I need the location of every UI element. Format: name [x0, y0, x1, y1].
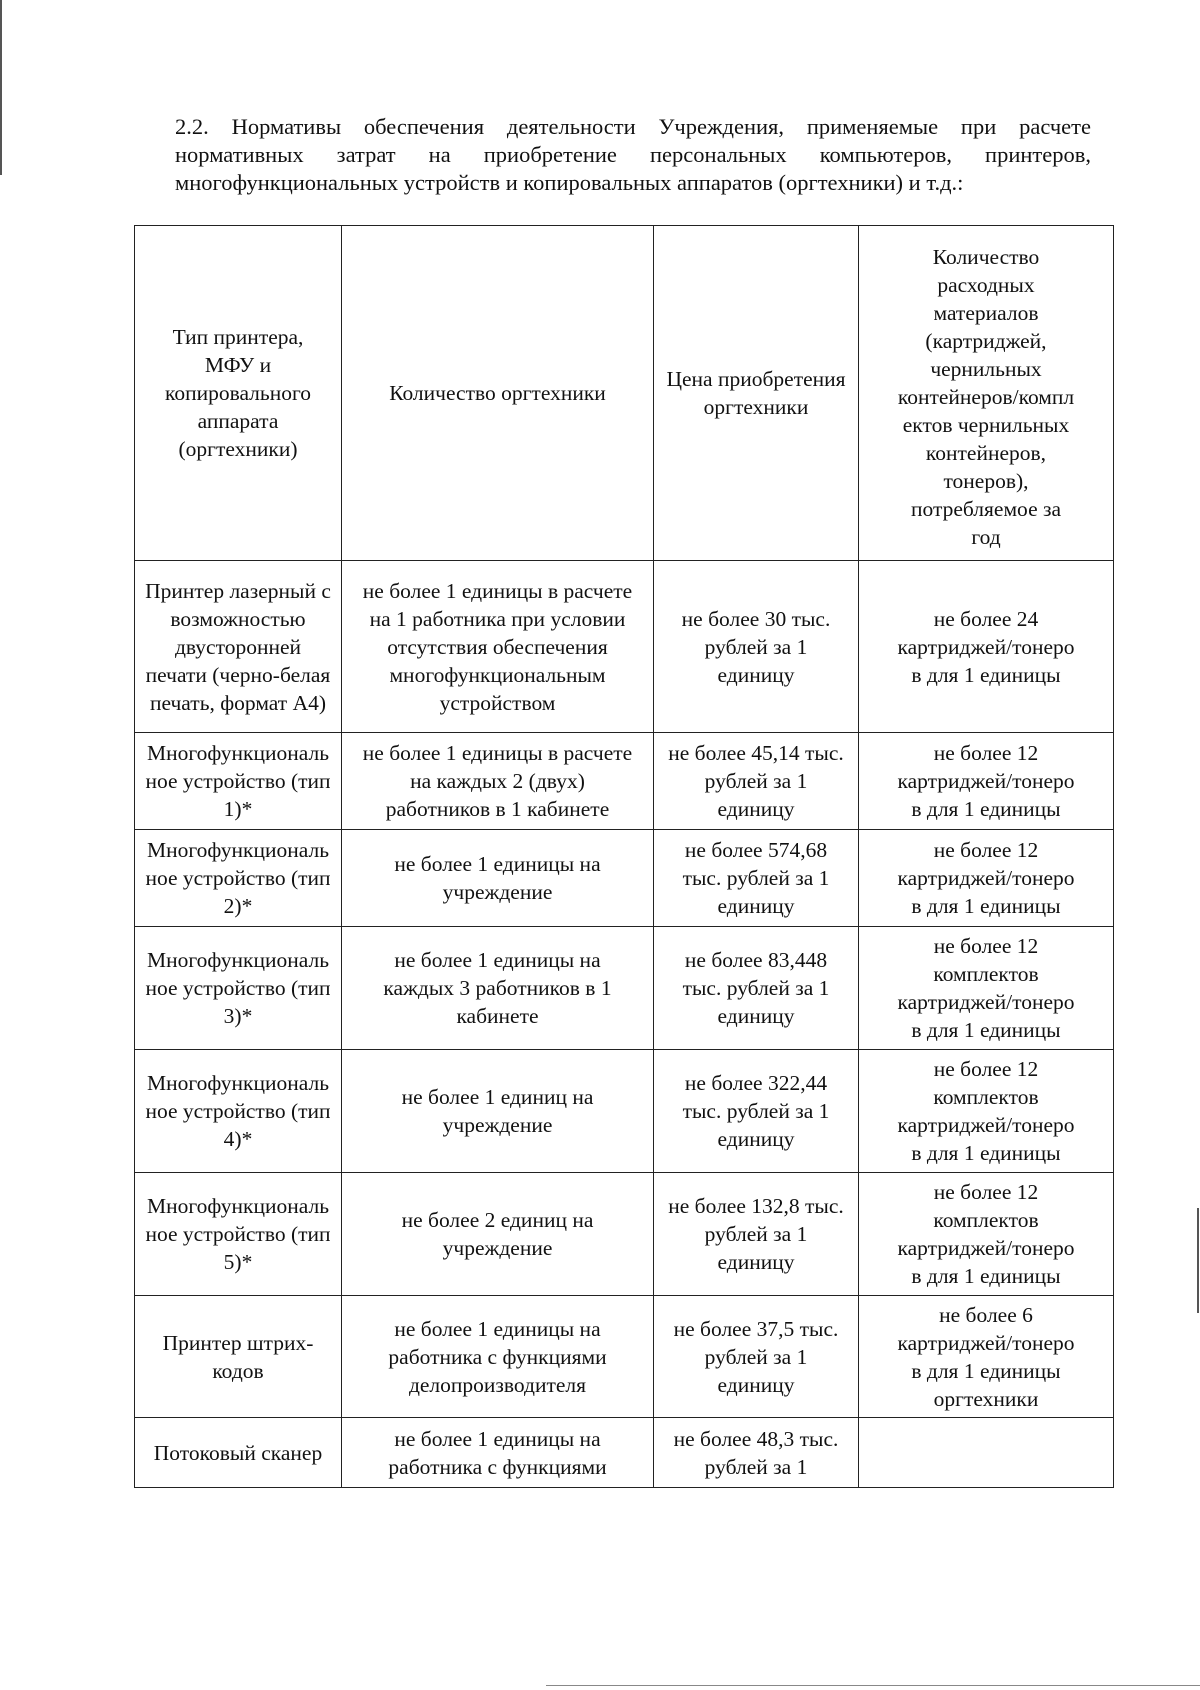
- norms-table-body: [135, 226, 1114, 1488]
- cell-line: делопроизводителя: [408, 1372, 587, 1397]
- cell-consumables: [859, 561, 1114, 733]
- cell-device-type: [135, 927, 342, 1050]
- cell-line: отсутствия обеспечения: [387, 634, 608, 659]
- cell-line: Многофункциональ: [146, 838, 330, 862]
- cell-line: единицу: [717, 797, 795, 821]
- cell-line: учреждение: [442, 880, 553, 904]
- cell-line: не более 12: [933, 838, 1039, 862]
- cell-line: Потоковый сканер: [153, 1440, 323, 1465]
- cell-line: материалов: [933, 301, 1039, 325]
- cell-line: не более 30 тыс.: [681, 606, 831, 631]
- cell-line: оргтехники: [703, 395, 809, 419]
- cell-line: Многофункциональ: [146, 1194, 330, 1218]
- cell-line: единицу: [717, 662, 795, 687]
- cell-line: единицу: [717, 1127, 795, 1151]
- cell-line: единицу: [717, 1004, 795, 1028]
- header-cell-consumables: [859, 226, 1114, 561]
- cell-line: рублей за 1: [704, 1344, 808, 1369]
- cell-line: не более 45,14 тыс.: [668, 741, 844, 765]
- cell-quantity: [342, 830, 654, 927]
- cell-line: ектов чернильных: [902, 413, 1070, 437]
- cell-line: контейнеров,: [925, 441, 1047, 465]
- cell-line: работника с функциями: [388, 1344, 607, 1369]
- cell-line: не более 1 единицы на: [394, 948, 601, 972]
- cell-quantity: [342, 1050, 654, 1173]
- cell-line: картриджей/тонеро: [897, 769, 1075, 793]
- cell-line: картриджей/тонеро: [897, 866, 1075, 890]
- cell-line: ное устройство (тип: [145, 866, 331, 890]
- cell-line: печать, формат А4): [149, 690, 327, 715]
- cell-line: копировального: [164, 381, 312, 405]
- cell-consumables: [859, 733, 1114, 830]
- cell-line: не более 12: [933, 741, 1039, 765]
- cell-line: рублей за 1: [704, 1454, 808, 1479]
- table-row: [135, 830, 1114, 927]
- intro-line: многофункциональных устройств и копировальных аппаратов (оргтехники) и т.д.:: [175, 170, 964, 195]
- cell-line: учреждение: [442, 1236, 553, 1260]
- cell-line: в для 1 единицы: [911, 662, 1061, 687]
- cell-price: [654, 1050, 859, 1173]
- cell-quantity: [342, 561, 654, 733]
- table-row: [135, 1173, 1114, 1296]
- cell-line: тонеров),: [943, 469, 1029, 493]
- cell-price: [654, 927, 859, 1050]
- cell-line: единицу: [717, 894, 795, 918]
- cell-line: (оргтехники): [178, 437, 298, 461]
- cell-line: печати (черно-белая: [145, 662, 331, 687]
- cell-consumables: [859, 1296, 1114, 1418]
- cell-line: чернильных: [930, 357, 1042, 381]
- cell-line: тыс. рублей за 1: [682, 1099, 830, 1123]
- table-row: [135, 1418, 1114, 1488]
- scan-bottom-line: [546, 1685, 1200, 1686]
- cell-line: рублей за 1: [704, 634, 808, 659]
- intro-line: 2.2. Нормативы обеспечения деятельности Учреждения, применяемые при расчете: [175, 114, 1091, 139]
- cell-quantity: [342, 733, 654, 830]
- cell-line: на каждых 2 (двух): [410, 769, 585, 793]
- table-row: [135, 733, 1114, 830]
- cell-line: не более 1 единиц на: [401, 1085, 594, 1109]
- cell-line: год: [971, 525, 1001, 549]
- cell-line: Количество: [932, 245, 1040, 269]
- cell-price: [654, 1173, 859, 1296]
- cell-line: 4)*: [223, 1127, 253, 1151]
- cell-line: не более 1 единицы на: [394, 1316, 601, 1341]
- cell-line: Количество оргтехники: [389, 381, 606, 405]
- cell-line: кабинете: [456, 1004, 539, 1028]
- cell-line: оргтехники: [933, 1386, 1039, 1411]
- cell-line: МФУ и: [204, 353, 272, 377]
- cell-consumables: [859, 1050, 1114, 1173]
- cell-line: не более 24: [933, 606, 1039, 631]
- cell-line: не более 574,68: [684, 838, 828, 862]
- table-row: [135, 927, 1114, 1050]
- cell-line: не более 1 единицы в расчете: [362, 578, 633, 603]
- cell-quantity: [342, 1418, 654, 1488]
- cell-line: не более 132,8 тыс.: [668, 1194, 844, 1218]
- cell-line: расходных: [937, 273, 1035, 297]
- cell-line: ное устройство (тип: [145, 976, 331, 1000]
- cell-line: не более 37,5 тыс.: [673, 1316, 839, 1341]
- cell-line: многофункциональным: [389, 662, 606, 687]
- cell-line: единицу: [717, 1250, 795, 1274]
- cell-quantity: [342, 1296, 654, 1418]
- cell-line: единицу: [717, 1372, 795, 1397]
- cell-line: не более 1 единицы в расчете: [362, 741, 633, 765]
- table-row: [135, 1296, 1114, 1418]
- cell-line: картриджей/тонеро: [897, 634, 1075, 659]
- intro-paragraph: [175, 113, 1091, 197]
- cell-line: рублей за 1: [704, 1222, 808, 1246]
- cell-line: каждых 3 работников в 1: [383, 976, 612, 1000]
- cell-price: [654, 1418, 859, 1488]
- norms-table: [134, 225, 1114, 1488]
- cell-line: двусторонней: [174, 634, 302, 659]
- cell-line: картриджей/тонеро: [897, 1330, 1075, 1355]
- cell-device-type: [135, 561, 342, 733]
- cell-line: комплектов: [933, 1085, 1039, 1109]
- cell-line: картриджей/тонеро: [897, 990, 1075, 1014]
- cell-consumables: [859, 1418, 1114, 1488]
- cell-line: Цена приобретения: [666, 367, 846, 391]
- cell-line: не более 322,44: [684, 1071, 828, 1095]
- cell-device-type: [135, 1296, 342, 1418]
- cell-consumables: [859, 830, 1114, 927]
- table-row: [135, 561, 1114, 733]
- cell-line: не более 83,448: [684, 948, 828, 972]
- cell-line: в для 1 единицы: [911, 1141, 1061, 1165]
- cell-line: 1)*: [223, 797, 253, 821]
- cell-line: в для 1 единицы: [911, 1264, 1061, 1288]
- cell-line: тыс. рублей за 1: [682, 976, 830, 1000]
- cell-line: Многофункциональ: [146, 741, 330, 765]
- cell-line: не более 1 единицы на: [394, 1426, 601, 1451]
- cell-line: Многофункциональ: [146, 948, 330, 972]
- cell-line: Принтер лазерный с: [145, 578, 331, 603]
- cell-line: на 1 работника при условии: [369, 606, 626, 631]
- cell-line: не более 2 единиц на: [401, 1208, 594, 1232]
- cell-device-type: [135, 1418, 342, 1488]
- cell-line: картриджей/тонеро: [897, 1113, 1075, 1137]
- cell-line: в для 1 единицы: [911, 894, 1061, 918]
- cell-line: в для 1 единицы: [911, 1018, 1061, 1042]
- cell-line: не более 48,3 тыс.: [673, 1426, 839, 1451]
- cell-line: тыс. рублей за 1: [682, 866, 830, 890]
- cell-line: в для 1 единицы: [911, 797, 1061, 821]
- cell-line: 5)*: [223, 1250, 253, 1274]
- cell-price: [654, 733, 859, 830]
- cell-device-type: [135, 1050, 342, 1173]
- cell-line: не более 12: [933, 1180, 1039, 1204]
- table-header-row: [135, 226, 1114, 561]
- cell-price: [654, 1296, 859, 1418]
- cell-quantity: [342, 927, 654, 1050]
- scan-edge-mark-right: [1197, 1208, 1199, 1313]
- cell-line: возможностью: [170, 606, 306, 631]
- cell-line: контейнеров/компл: [897, 385, 1075, 409]
- cell-line: ное устройство (тип: [145, 1222, 331, 1246]
- cell-line: 3)*: [223, 1004, 253, 1028]
- cell-line: учреждение: [442, 1113, 553, 1137]
- cell-price: [654, 830, 859, 927]
- cell-line: 2)*: [223, 894, 253, 918]
- cell-line: (картриджей,: [925, 329, 1047, 353]
- cell-line: не более 1 единицы на: [394, 852, 601, 876]
- cell-line: работника с функциями: [388, 1454, 607, 1479]
- cell-device-type: [135, 1173, 342, 1296]
- cell-line: работников в 1 кабинете: [385, 797, 610, 821]
- cell-line: кодов: [212, 1358, 264, 1383]
- cell-line: комплектов: [933, 1208, 1039, 1232]
- header-cell-printer-type: [135, 226, 342, 561]
- cell-device-type: [135, 830, 342, 927]
- cell-quantity: [342, 1173, 654, 1296]
- cell-line: не более 6: [939, 1302, 1033, 1327]
- header-cell-quantity: [342, 226, 654, 561]
- cell-line: картриджей/тонеро: [897, 1236, 1075, 1260]
- cell-price: [654, 561, 859, 733]
- cell-line: ное устройство (тип: [145, 769, 331, 793]
- cell-line: рублей за 1: [704, 769, 808, 793]
- cell-line: ное устройство (тип: [145, 1099, 331, 1123]
- table-row: [135, 1050, 1114, 1173]
- cell-line: Многофункциональ: [146, 1071, 330, 1095]
- cell-consumables: [859, 1173, 1114, 1296]
- cell-device-type: [135, 733, 342, 830]
- intro-line: нормативных затрат на приобретение персональных компьютеров, принтеров,: [175, 142, 1091, 167]
- cell-line: Принтер штрих-: [162, 1330, 314, 1355]
- cell-line: устройством: [439, 690, 556, 715]
- scan-edge-mark: [0, 0, 2, 175]
- cell-line: не более 12: [933, 934, 1039, 958]
- cell-line: комплектов: [933, 962, 1039, 986]
- cell-line: Тип принтера,: [172, 325, 304, 349]
- cell-consumables: [859, 927, 1114, 1050]
- cell-line: не более 12: [933, 1057, 1039, 1081]
- cell-line: аппарата: [197, 409, 279, 433]
- cell-line: в для 1 единицы: [911, 1358, 1061, 1383]
- header-cell-price: [654, 226, 859, 561]
- cell-line: потребляемое за: [910, 497, 1062, 521]
